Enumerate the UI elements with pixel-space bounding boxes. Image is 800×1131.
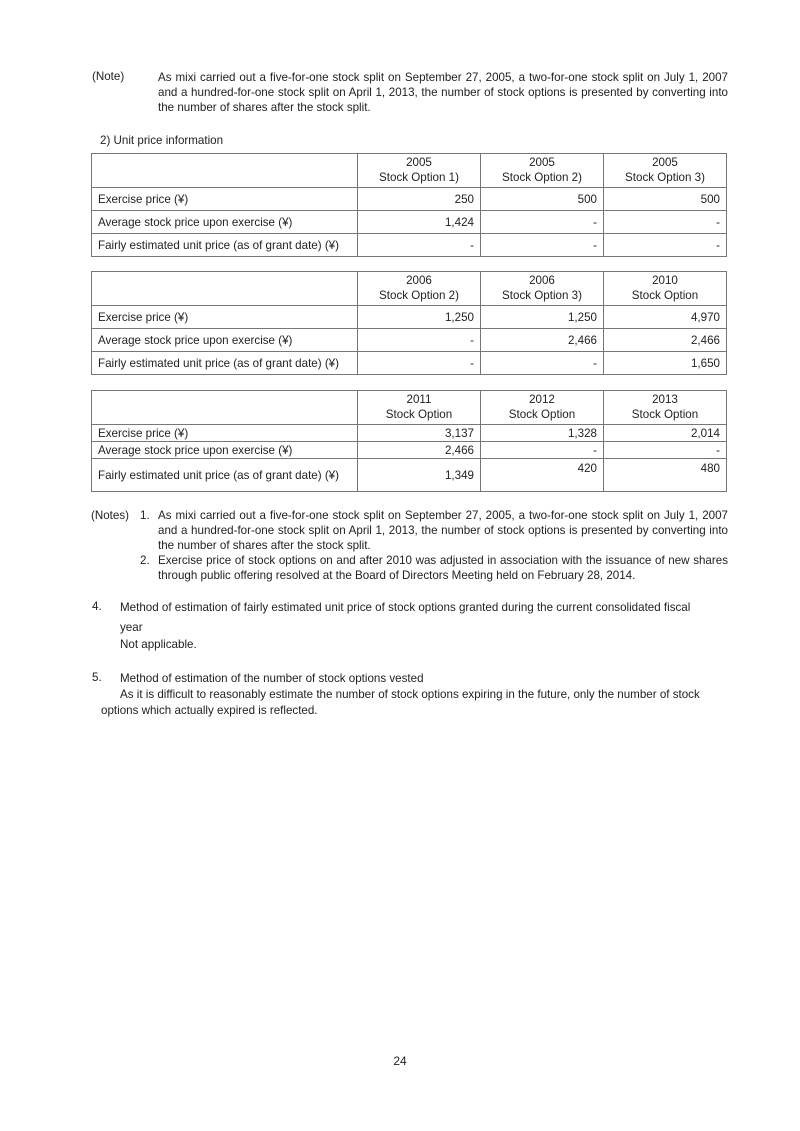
cell-value: 1,250 [481,306,604,329]
note-text: As mixi carried out a five-for-one stock split on September 27, 2005, a two-for-one stock split on July 1, 2007 and a hundred-for-one stock split on April 1, 2013, the number of stock options is presented by converting into the number of shares after the stock split. [158,509,728,552]
section-number: 5. [92,671,102,684]
cell-value: 2,466 [358,442,481,459]
note-text: Exercise price of stock options on and after 2010 was adjusted in association with the issuance of new shares through public offering resolved at the Board of Directors Meeting held on February 28, 2014. [158,554,728,582]
cell-value: - [481,234,604,257]
table-header-row [92,391,727,425]
column-header: 2005 Stock Option 2) [481,154,604,188]
cell-value: 500 [481,188,604,211]
table-header-row [92,154,727,188]
page-number: 24 [393,1054,407,1068]
cell-value: 420 [481,459,604,492]
cell-value: 4,970 [604,306,727,329]
table-header-row [92,272,727,306]
cell-value: - [481,211,604,234]
table-row [92,459,727,492]
column-header: 2013 Stock Option [604,391,727,425]
cell-value: 250 [358,188,481,211]
note-label: (Note) [92,70,125,83]
table-row [92,234,727,257]
section-heading: Method of estimation of the number of stock options vested [120,672,424,685]
table-row [92,211,727,234]
column-header: 2006 Stock Option 2) [358,272,481,306]
section-body-line-2: options which actually expired is reflected. [101,704,318,717]
note-number: 2. [140,554,150,567]
cell-value: - [604,442,727,459]
cell-value: - [358,352,481,375]
header-blank [92,272,358,306]
table-row [92,442,727,459]
row-label: Fairly estimated unit price (as of grant date) (¥) [92,459,358,492]
row-label: Exercise price (¥) [92,425,358,442]
cell-value: - [604,234,727,257]
cell-value: 1,328 [481,425,604,442]
table-row [92,329,727,352]
row-label: Average stock price upon exercise (¥) [92,329,358,352]
unit-price-table-3 [91,390,727,492]
cell-value: 1,349 [358,459,481,492]
cell-value: 1,424 [358,211,481,234]
cell-value: - [481,352,604,375]
cell-value: - [604,211,727,234]
cell-value: 2,014 [604,425,727,442]
notes-label: (Notes) [91,509,130,522]
row-label: Average stock price upon exercise (¥) [92,211,358,234]
cell-value: 500 [604,188,727,211]
column-header: 2005 Stock Option 1) [358,154,481,188]
section-body-line-1: As it is difficult to reasonably estimate the number of stock options expiring in the future, only the number of stock [120,688,700,701]
section-body: Not applicable. [120,638,197,651]
table-row [92,425,727,442]
cell-value: - [358,329,481,352]
cell-value: 480 [604,459,727,492]
cell-value: 2,466 [604,329,727,352]
section-title-unit-price: 2) Unit price information [100,134,224,147]
cell-value: - [481,442,604,459]
cell-value: 1,250 [358,306,481,329]
column-header: 2012 Stock Option [481,391,604,425]
note-number: 1. [140,509,150,522]
cell-value: 3,137 [358,425,481,442]
cell-value: 1,650 [604,352,727,375]
section-heading: Method of estimation of fairly estimated unit price of stock options granted during the current consolidated fiscal year Not applicable. [120,600,728,652]
row-label: Exercise price (¥) [92,188,358,211]
row-label: Fairly estimated unit price (as of grant date) (¥) [92,234,358,257]
header-blank [92,154,358,188]
unit-price-table-2 [91,271,727,375]
column-header: 2011 Stock Option [358,391,481,425]
column-header: 2010 Stock Option [604,272,727,306]
table-row [92,352,727,375]
column-header: 2006 Stock Option 3) [481,272,604,306]
row-label: Fairly estimated unit price (as of grant date) (¥) [92,352,358,375]
column-header: 2005 Stock Option 3) [604,154,727,188]
unit-price-table-1 [91,153,727,257]
section-number: 4. [92,600,102,613]
cell-value: - [358,234,481,257]
row-label: Average stock price upon exercise (¥) [92,442,358,459]
row-label: Exercise price (¥) [92,306,358,329]
table-row [92,188,727,211]
header-blank [92,391,358,425]
cell-value: 2,466 [481,329,604,352]
table-row [92,306,727,329]
note-text: As mixi carried out a five-for-one stock split on September 27, 2005, a two-for-one stock split on July 1, 2007 and a hundred-for-one stock split on April 1, 2013, the number of stock options is presented by converting into the number of shares after the stock split. [158,71,728,114]
